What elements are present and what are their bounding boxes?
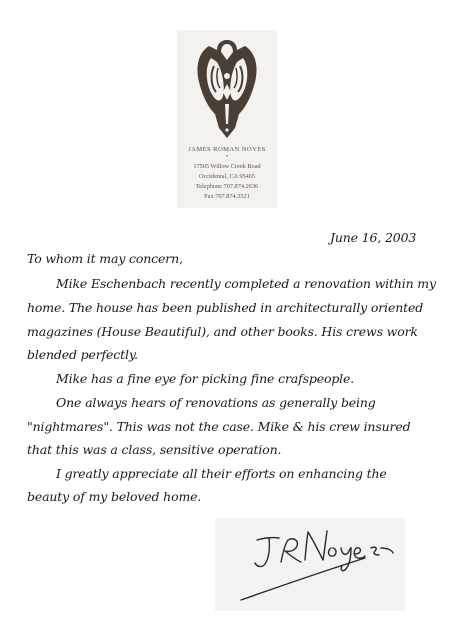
letter-line: beauty of my beloved home.	[27, 489, 202, 504]
letter-line: "nightmares". This was not the case. Mike & his crew insured	[27, 419, 411, 434]
letterhead-telephone: Telephone 707.874.2636	[195, 183, 259, 190]
letter-line: blended perfectly.	[27, 347, 138, 362]
letterhead-address-line1: 17505 Willow Creek Road	[193, 163, 261, 170]
letter-date: June 16, 2003	[330, 230, 417, 245]
letter-line: that this was a class, sensitive operation.	[27, 442, 282, 457]
abstract-bird-emblem-icon	[195, 36, 259, 142]
signature-area	[215, 518, 405, 611]
letter-salutation: To whom it may concern,	[27, 251, 183, 266]
letter-line: I greatly appreciate all their efforts on enhancing the	[56, 466, 387, 481]
letter-line: One always hears of renovations as generally being	[56, 395, 376, 410]
letterhead-fax: Fax 707.874.3521	[204, 193, 250, 200]
handwritten-signature-icon	[215, 518, 405, 611]
letter-line: magazines (House Beautiful), and other books. His crews work	[27, 324, 418, 339]
letter-line: Mike has a fine eye for picking fine crafspeople.	[56, 371, 355, 386]
letterhead-name: JAMES ROMAN NOYES	[188, 146, 266, 153]
letter-line: Mike Eschenbach recently completed a renovation within my	[56, 276, 436, 291]
letter-line: home. The house has been published in architecturally oriented	[27, 300, 424, 315]
letterhead-separator: •	[225, 154, 229, 160]
letterhead	[177, 30, 277, 208]
letterhead-address-line2: Occidental, CA 95465	[198, 173, 256, 180]
